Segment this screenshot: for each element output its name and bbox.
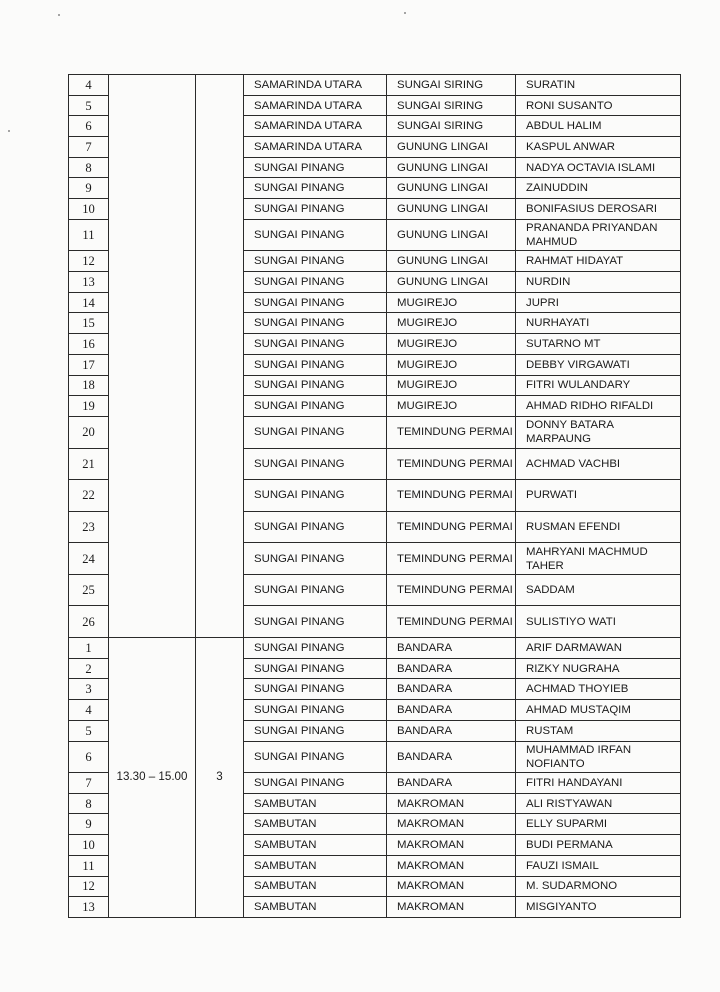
kelurahan-cell: MAKROMAN (387, 793, 516, 814)
kelurahan-cell: BANDARA (387, 773, 516, 794)
participant-name: DONNY BATARA MARPAUNG (516, 416, 681, 448)
kelurahan-cell: TEMINDUNG PERMAI (387, 511, 516, 543)
row-number: 22 (69, 480, 109, 512)
participant-name: NURDIN (516, 272, 681, 293)
participant-name: SUTARNO MT (516, 334, 681, 355)
kelurahan-cell: SUNGAI SIRING (387, 95, 516, 116)
kecamatan-cell: SAMBUTAN (244, 814, 387, 835)
participant-name: SADDAM (516, 574, 681, 606)
kecamatan-cell: SUNGAI PINANG (244, 178, 387, 199)
kecamatan-cell: SUNGAI PINANG (244, 199, 387, 220)
kelurahan-cell: TEMINDUNG PERMAI (387, 416, 516, 448)
kecamatan-cell: SUNGAI PINANG (244, 448, 387, 480)
participant-name: DEBBY VIRGAWATI (516, 354, 681, 375)
kelurahan-cell: MUGIREJO (387, 313, 516, 334)
row-number: 9 (69, 814, 109, 835)
participant-name: AHMAD MUSTAQIM (516, 700, 681, 721)
kecamatan-cell: SAMARINDA UTARA (244, 116, 387, 137)
session-number (196, 75, 244, 638)
kecamatan-cell: SUNGAI PINANG (244, 679, 387, 700)
row-number: 13 (69, 272, 109, 293)
participant-name: NADYA OCTAVIA ISLAMI (516, 157, 681, 178)
kecamatan-cell: SUNGAI PINANG (244, 416, 387, 448)
participant-name: NURHAYATI (516, 313, 681, 334)
row-number: 9 (69, 178, 109, 199)
participant-name: RONI SUSANTO (516, 95, 681, 116)
row-number: 15 (69, 313, 109, 334)
session-time: 13.30 – 15.00 (109, 638, 196, 918)
row-number: 6 (69, 116, 109, 137)
kelurahan-cell: MUGIREJO (387, 375, 516, 396)
kecamatan-cell: SUNGAI PINANG (244, 606, 387, 638)
row-number: 5 (69, 720, 109, 741)
kelurahan-cell: BANDARA (387, 700, 516, 721)
row-number: 24 (69, 543, 109, 575)
participant-name: ACHMAD THOYIEB (516, 679, 681, 700)
kelurahan-cell: GUNUNG LINGAI (387, 178, 516, 199)
kecamatan-cell: SUNGAI PINANG (244, 375, 387, 396)
kecamatan-cell: SUNGAI PINANG (244, 292, 387, 313)
participant-name: MISGIYANTO (516, 897, 681, 918)
row-number: 12 (69, 876, 109, 897)
kecamatan-cell: SUNGAI PINANG (244, 700, 387, 721)
participant-name: ARIF DARMAWAN (516, 638, 681, 659)
row-number: 5 (69, 95, 109, 116)
participant-name: ABDUL HALIM (516, 116, 681, 137)
kelurahan-cell: BANDARA (387, 720, 516, 741)
participant-name: FAUZI ISMAIL (516, 855, 681, 876)
participant-name: BONIFASIUS DEROSARI (516, 199, 681, 220)
participant-name: FITRI HANDAYANI (516, 773, 681, 794)
kelurahan-cell: TEMINDUNG PERMAI (387, 480, 516, 512)
row-number: 8 (69, 157, 109, 178)
kelurahan-cell: GUNUNG LINGAI (387, 157, 516, 178)
kecamatan-cell: SUNGAI PINANG (244, 396, 387, 417)
kecamatan-cell: SUNGAI PINANG (244, 574, 387, 606)
row-number: 14 (69, 292, 109, 313)
kelurahan-cell: GUNUNG LINGAI (387, 251, 516, 272)
row-number: 26 (69, 606, 109, 638)
row-number: 7 (69, 773, 109, 794)
kelurahan-cell: MAKROMAN (387, 855, 516, 876)
row-number: 17 (69, 354, 109, 375)
row-number: 1 (69, 638, 109, 659)
kelurahan-cell: GUNUNG LINGAI (387, 272, 516, 293)
participant-table-body (69, 75, 681, 918)
participant-name: PRANANDA PRIYANDAN MAHMUD (516, 219, 681, 251)
row-number: 6 (69, 741, 109, 773)
scan-speck (404, 12, 406, 14)
row-number: 2 (69, 658, 109, 679)
kecamatan-cell: SUNGAI PINANG (244, 219, 387, 251)
participant-name: ALI RISTYAWAN (516, 793, 681, 814)
kelurahan-cell: SUNGAI SIRING (387, 116, 516, 137)
kecamatan-cell: SAMARINDA UTARA (244, 95, 387, 116)
kecamatan-cell: SAMBUTAN (244, 793, 387, 814)
participant-name: RAHMAT HIDAYAT (516, 251, 681, 272)
table-row (69, 75, 681, 96)
kelurahan-cell: SUNGAI SIRING (387, 75, 516, 96)
row-number: 3 (69, 679, 109, 700)
row-number: 11 (69, 219, 109, 251)
row-number: 7 (69, 137, 109, 158)
participant-name: BUDI PERMANA (516, 835, 681, 856)
kecamatan-cell: SUNGAI PINANG (244, 658, 387, 679)
participant-name: AHMAD RIDHO RIFALDI (516, 396, 681, 417)
row-number: 23 (69, 511, 109, 543)
session-time (109, 75, 196, 638)
participant-table (68, 74, 681, 918)
row-number: 4 (69, 700, 109, 721)
kelurahan-cell: MUGIREJO (387, 334, 516, 355)
kecamatan-cell: SUNGAI PINANG (244, 543, 387, 575)
kelurahan-cell: GUNUNG LINGAI (387, 199, 516, 220)
row-number: 20 (69, 416, 109, 448)
kecamatan-cell: SUNGAI PINANG (244, 720, 387, 741)
row-number: 10 (69, 199, 109, 220)
kecamatan-cell: SUNGAI PINANG (244, 272, 387, 293)
kelurahan-cell: GUNUNG LINGAI (387, 137, 516, 158)
kelurahan-cell: MUGIREJO (387, 354, 516, 375)
kecamatan-cell: SUNGAI PINANG (244, 480, 387, 512)
kelurahan-cell: TEMINDUNG PERMAI (387, 448, 516, 480)
kelurahan-cell: MUGIREJO (387, 396, 516, 417)
participant-name: MAHRYANI MACHMUD TAHER (516, 543, 681, 575)
row-number: 11 (69, 855, 109, 876)
participant-name: FITRI WULANDARY (516, 375, 681, 396)
kelurahan-cell: MUGIREJO (387, 292, 516, 313)
kelurahan-cell: BANDARA (387, 638, 516, 659)
kelurahan-cell: MAKROMAN (387, 897, 516, 918)
kecamatan-cell: SAMBUTAN (244, 855, 387, 876)
participant-name: KASPUL ANWAR (516, 137, 681, 158)
scan-speck (58, 14, 60, 16)
participant-name: JUPRI (516, 292, 681, 313)
participant-name: SULISTIYO WATI (516, 606, 681, 638)
kelurahan-cell: TEMINDUNG PERMAI (387, 574, 516, 606)
row-number: 18 (69, 375, 109, 396)
kelurahan-cell: MAKROMAN (387, 814, 516, 835)
row-number: 25 (69, 574, 109, 606)
scanned-page (68, 74, 680, 918)
participant-name: PURWATI (516, 480, 681, 512)
kelurahan-cell: TEMINDUNG PERMAI (387, 606, 516, 638)
kecamatan-cell: SUNGAI PINANG (244, 354, 387, 375)
participant-name: RIZKY NUGRAHA (516, 658, 681, 679)
row-number: 21 (69, 448, 109, 480)
kecamatan-cell: SAMARINDA UTARA (244, 75, 387, 96)
kelurahan-cell: MAKROMAN (387, 876, 516, 897)
kelurahan-cell: TEMINDUNG PERMAI (387, 543, 516, 575)
participant-name: RUSMAN EFENDI (516, 511, 681, 543)
kelurahan-cell: BANDARA (387, 679, 516, 700)
kecamatan-cell: SUNGAI PINANG (244, 334, 387, 355)
participant-name: RUSTAM (516, 720, 681, 741)
participant-name: SURATIN (516, 75, 681, 96)
kecamatan-cell: SUNGAI PINANG (244, 638, 387, 659)
row-number: 8 (69, 793, 109, 814)
kecamatan-cell: SUNGAI PINANG (244, 511, 387, 543)
row-number: 13 (69, 897, 109, 918)
kecamatan-cell: SUNGAI PINANG (244, 157, 387, 178)
kelurahan-cell: MAKROMAN (387, 835, 516, 856)
row-number: 4 (69, 75, 109, 96)
kecamatan-cell: SAMARINDA UTARA (244, 137, 387, 158)
kecamatan-cell: SAMBUTAN (244, 897, 387, 918)
kecamatan-cell: SUNGAI PINANG (244, 251, 387, 272)
kelurahan-cell: GUNUNG LINGAI (387, 219, 516, 251)
participant-name: ELLY SUPARMI (516, 814, 681, 835)
participant-name: ACHMAD VACHBI (516, 448, 681, 480)
row-number: 19 (69, 396, 109, 417)
row-number: 10 (69, 835, 109, 856)
kecamatan-cell: SUNGAI PINANG (244, 313, 387, 334)
kecamatan-cell: SAMBUTAN (244, 876, 387, 897)
kecamatan-cell: SAMBUTAN (244, 835, 387, 856)
kelurahan-cell: BANDARA (387, 741, 516, 773)
participant-name: M. SUDARMONO (516, 876, 681, 897)
kecamatan-cell: SUNGAI PINANG (244, 773, 387, 794)
kelurahan-cell: BANDARA (387, 658, 516, 679)
row-number: 16 (69, 334, 109, 355)
session-number: 3 (196, 638, 244, 918)
row-number: 12 (69, 251, 109, 272)
participant-name: MUHAMMAD IRFAN NOFIANTO (516, 741, 681, 773)
table-row (69, 638, 681, 659)
participant-name: ZAINUDDIN (516, 178, 681, 199)
kecamatan-cell: SUNGAI PINANG (244, 741, 387, 773)
scan-speck (8, 130, 10, 132)
